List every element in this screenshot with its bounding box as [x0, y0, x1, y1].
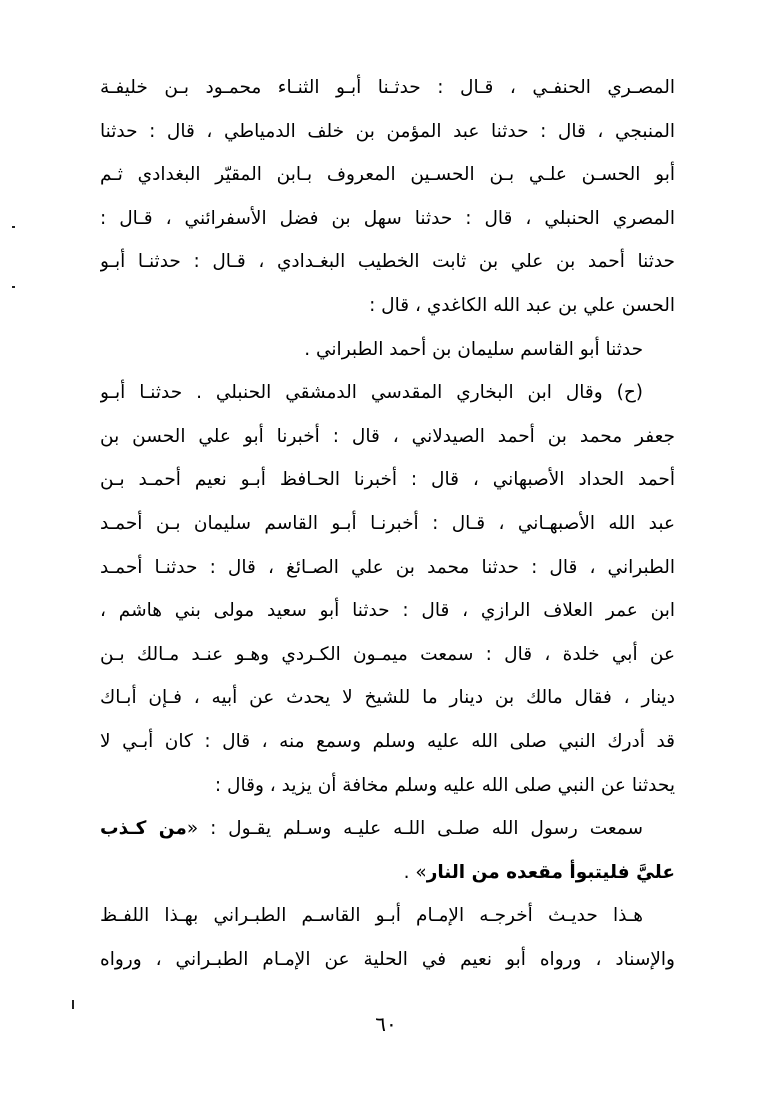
hadith-intro: سمعت رسول الله صلـى اللـه عليـه وسـلم يقـول : «	[186, 818, 643, 840]
scan-speck	[12, 286, 15, 288]
body-text	[100, 66, 675, 981]
text-line-8: (ح) وقال ابن البخاري المقدسي الدمشقي الحنبلي . حدثنـا أبـو	[100, 382, 643, 404]
hadith-text-bold: من كـذب	[100, 818, 187, 840]
closing-line-2: والإسناد ، ورواه أبو نعيم في الحلية عن الإمـام الطبـراني ، ورواه	[100, 948, 675, 970]
text-line-2: المنبجي ، قال : حدثنا عبد المؤمن بن خلف الدمياطي ، قال : حدثنا	[100, 120, 675, 142]
text-line-16: قد أدرك النبي صلى الله عليه وسلم وسمع منه ، قال : كان أبـي لا	[100, 730, 675, 752]
text-line-7: حدثنا أبو القاسم سليمان بن أحمد الطبراني .	[304, 338, 643, 360]
hadith-line-2	[100, 851, 675, 895]
scan-speck	[12, 226, 15, 228]
text-line-6: الحسن علي بن عبد الله الكاغدي ، قال :	[369, 294, 675, 316]
page-number: ٦٠	[375, 1012, 397, 1036]
text-line-10: أحمد الحداد الأصبهاني ، قال : أخبرنا الحـافظ أبـو نعيم أحمـد بـن	[100, 469, 675, 491]
hadith-close: » .	[403, 861, 427, 883]
text-line-14: عن أبي خلدة ، قال : سمعت ميمـون الكـردي وهـو عنـد مـالك بـن	[100, 643, 675, 665]
text-line-13: ابن عمر العلاف الرازي ، قال : حدثنا أبو سعيد مولى بني هاشم ،	[100, 600, 675, 622]
text-line-4: المصري الحنبلي ، قال : حدثنا سهل بن فضل الأسفرائني ، قـال :	[100, 207, 675, 229]
text-line-9: جعفر محمد بن أحمد الصيدلاني ، قال : أخبرنا أبو علي الحسن بن	[100, 425, 675, 447]
text-line-12: الطبراني ، قال : حدثنا محمد بن علي الصـائغ ، قال : حدثنـا أحمـد	[100, 556, 675, 578]
text-line-15: دينار ، فقال مالك بن دينار ما للشيخ لا يحدث عن أبيه ، فـإن أبـاك	[100, 687, 675, 709]
hadith-line-1	[100, 807, 675, 851]
hadith-text-bold-continued: عليَّ فليتبوأ مقعده من النار	[426, 861, 675, 883]
closing-line-1: هـذا حديـث أخرجـه الإمـام أبـو القاسـم الطبـراني بهـذا اللفـظ	[100, 905, 643, 927]
text-line-17: يحدثنا عن النبي صلى الله عليه وسلم مخافة أن يزيد ، وقال :	[214, 774, 675, 796]
text-line-3: أبو الحسـن علـي بـن الحسـين المعروف بـابن المقيّر البغدادي ثـم	[100, 164, 675, 186]
text-line-11: عبد الله الأصبهـاني ، قـال : أخبرنـا أبـو القاسم سليمان بـن أحمـد	[100, 512, 675, 534]
text-line-1: المصـري الحنفـي ، قـال : حدثـنا أبـو الثنـاء محمـود بـن خليفـة	[100, 77, 675, 98]
scan-speck	[72, 1000, 74, 1009]
text-line-5: حدثنا أحمد بن علي بن ثابت الخطيب البغـدادي ، قـال : حدثنـا أبـو	[100, 251, 675, 273]
